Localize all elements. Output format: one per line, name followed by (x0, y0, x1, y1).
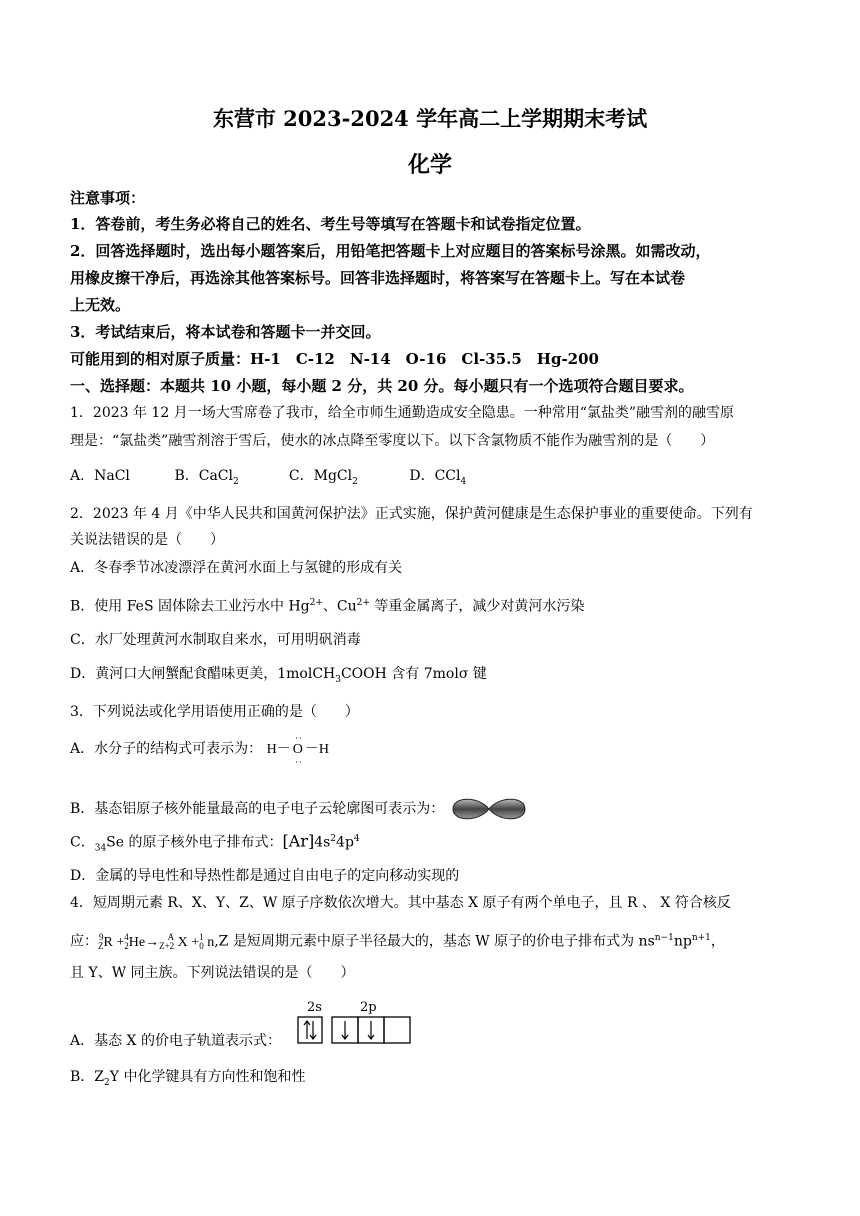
notice-item-2-line-3: 上无效。 (70, 296, 131, 314)
q2-option-a: A．冬春季节冰凌漂浮在黄河水面上与氢键的形成有关 (70, 560, 403, 576)
orbital-diagram (297, 1000, 417, 1046)
notice-item-2-line-2: 用橡皮擦干净后，再选涂其他答案标号。回答非选择题时，将答案写在答题卡上。写在本试卷 (70, 269, 686, 287)
q2-stem-line-2: 关说法错误的是（ ） (70, 532, 224, 548)
notice-item-3: 3．考试结束后，将本试卷和答题卡一并交回。 (70, 323, 381, 341)
exam-title: 东营市 2023-2024 学年高二上学期期末考试 (212, 106, 648, 131)
q3-option-d: D．金属的导电性和导热性都是通过自由电子的定向移动实现的 (70, 868, 460, 884)
q2-option-b: B．使用 FeS 固体除去工业污水中 $Hg^{2+}$、$Cu^{2+}$ 等重金属离子，减少对黄河水污染 (70, 598, 585, 615)
q4-stem-line-2: 应：9 ZR +4 2He→ A Z+2 X +1 0 n,Z 是短周期元素中原子半径最大的，基态 W 原子的价电子排布式为 $ns^{n-1}np^{n+1}$， (70, 932, 725, 952)
q4-option-a: A．基态 X 的价电子轨道表示式： (70, 1033, 281, 1049)
atomic-masses: 可能用到的相对原子质量：H-1 C-12 N-14 O-16 Cl-35.5 Hg-200 (70, 350, 599, 368)
p-orbital-icon (449, 794, 529, 824)
q1-option-b: B．CaCl$_2$ (174, 468, 239, 487)
orbital-label-2p: 2p (360, 1000, 377, 1015)
q3-stem: 3．下列说法或化学用语使用正确的是（ ） (70, 704, 359, 720)
orbital-boxes-icon (297, 1016, 413, 1044)
q3-option-a: A．水分子的结构式可表示为： H－: O : －H (70, 739, 800, 760)
q4-stem-line-1: 4．短周期元素 R、X、Y、Z、W 原子序数依次增大。其中基态 X 原子有两个单电子，且 R 、 X 符合核反 (70, 895, 731, 911)
section-heading: 一、选择题：本题共 10 小题，每小题 2 分，共 20 分。每小题只有一个选项符合题目要求。 (70, 377, 694, 395)
notice-item-1: 1．答卷前，考生务必将自己的姓名、考生号等填写在答题卡和试卷指定位置。 (70, 215, 591, 233)
orbital-label-2s: 2s (307, 1000, 322, 1015)
q2-option-d: D．黄河口大闸蟹配食醋味更美，1molCH$_3$COOH 含有 7molσ 键 (70, 666, 487, 685)
water-structural-formula: H－: O : －H (267, 742, 329, 757)
q1-stem-line-2: 理是：“氯盐类”融雪剂溶于雪后，使水的冰点降至零度以下。以下含氯物质不能作为融雪剂的是（ ） (70, 433, 715, 449)
notice-heading: 注意事项： (70, 189, 146, 207)
subject-title: 化学 (407, 152, 452, 178)
q1-option-d: D．CCl$_4$ (409, 468, 467, 487)
q3-option-c: C．$_{34}$Se 的原子核外电子排布式：$[Ar]4s^24p^4$ (70, 831, 360, 854)
q1-stem-line-1: 1．2023 年 12 月一场大雪席卷了我市，给全市师生通勤造成安全隐患。一种常用“氯盐类”融雪剂的融雪原 (70, 405, 735, 421)
q2-option-c: C．水厂处理黄河水制取自来水，可用明矾消毒 (70, 632, 361, 648)
q1-option-a: A．NaCl (70, 468, 130, 484)
notice-item-2-line-1: 2．回答选择题时，选出每小题答案后，用铅笔把答题卡上对应题目的答案标号涂黑。如需改动， (70, 242, 711, 260)
q2-stem-line-1: 2．2023 年 4 月《中华人民共和国黄河保护法》正式实施，保护黄河健康是生态保护事业的重要使命。下列有 (70, 506, 753, 522)
q1-option-c: C．MgCl$_2$ (288, 468, 358, 487)
q1-options (70, 466, 800, 492)
q4-option-b: B．$Z_2Y$ 中化学键具有方向性和饱和性 (70, 1069, 306, 1088)
q4-stem-line-3: 且 Y、W 同主族。下列说法错误的是（ ） (70, 965, 355, 981)
nuclear-reaction-equation: 9 ZR +4 2He→ A Z+2 X +1 0 n (98, 932, 215, 952)
q3-option-b: B．基态铝原子核外能量最高的电子电子云轮廓图可表示为： (70, 794, 800, 824)
